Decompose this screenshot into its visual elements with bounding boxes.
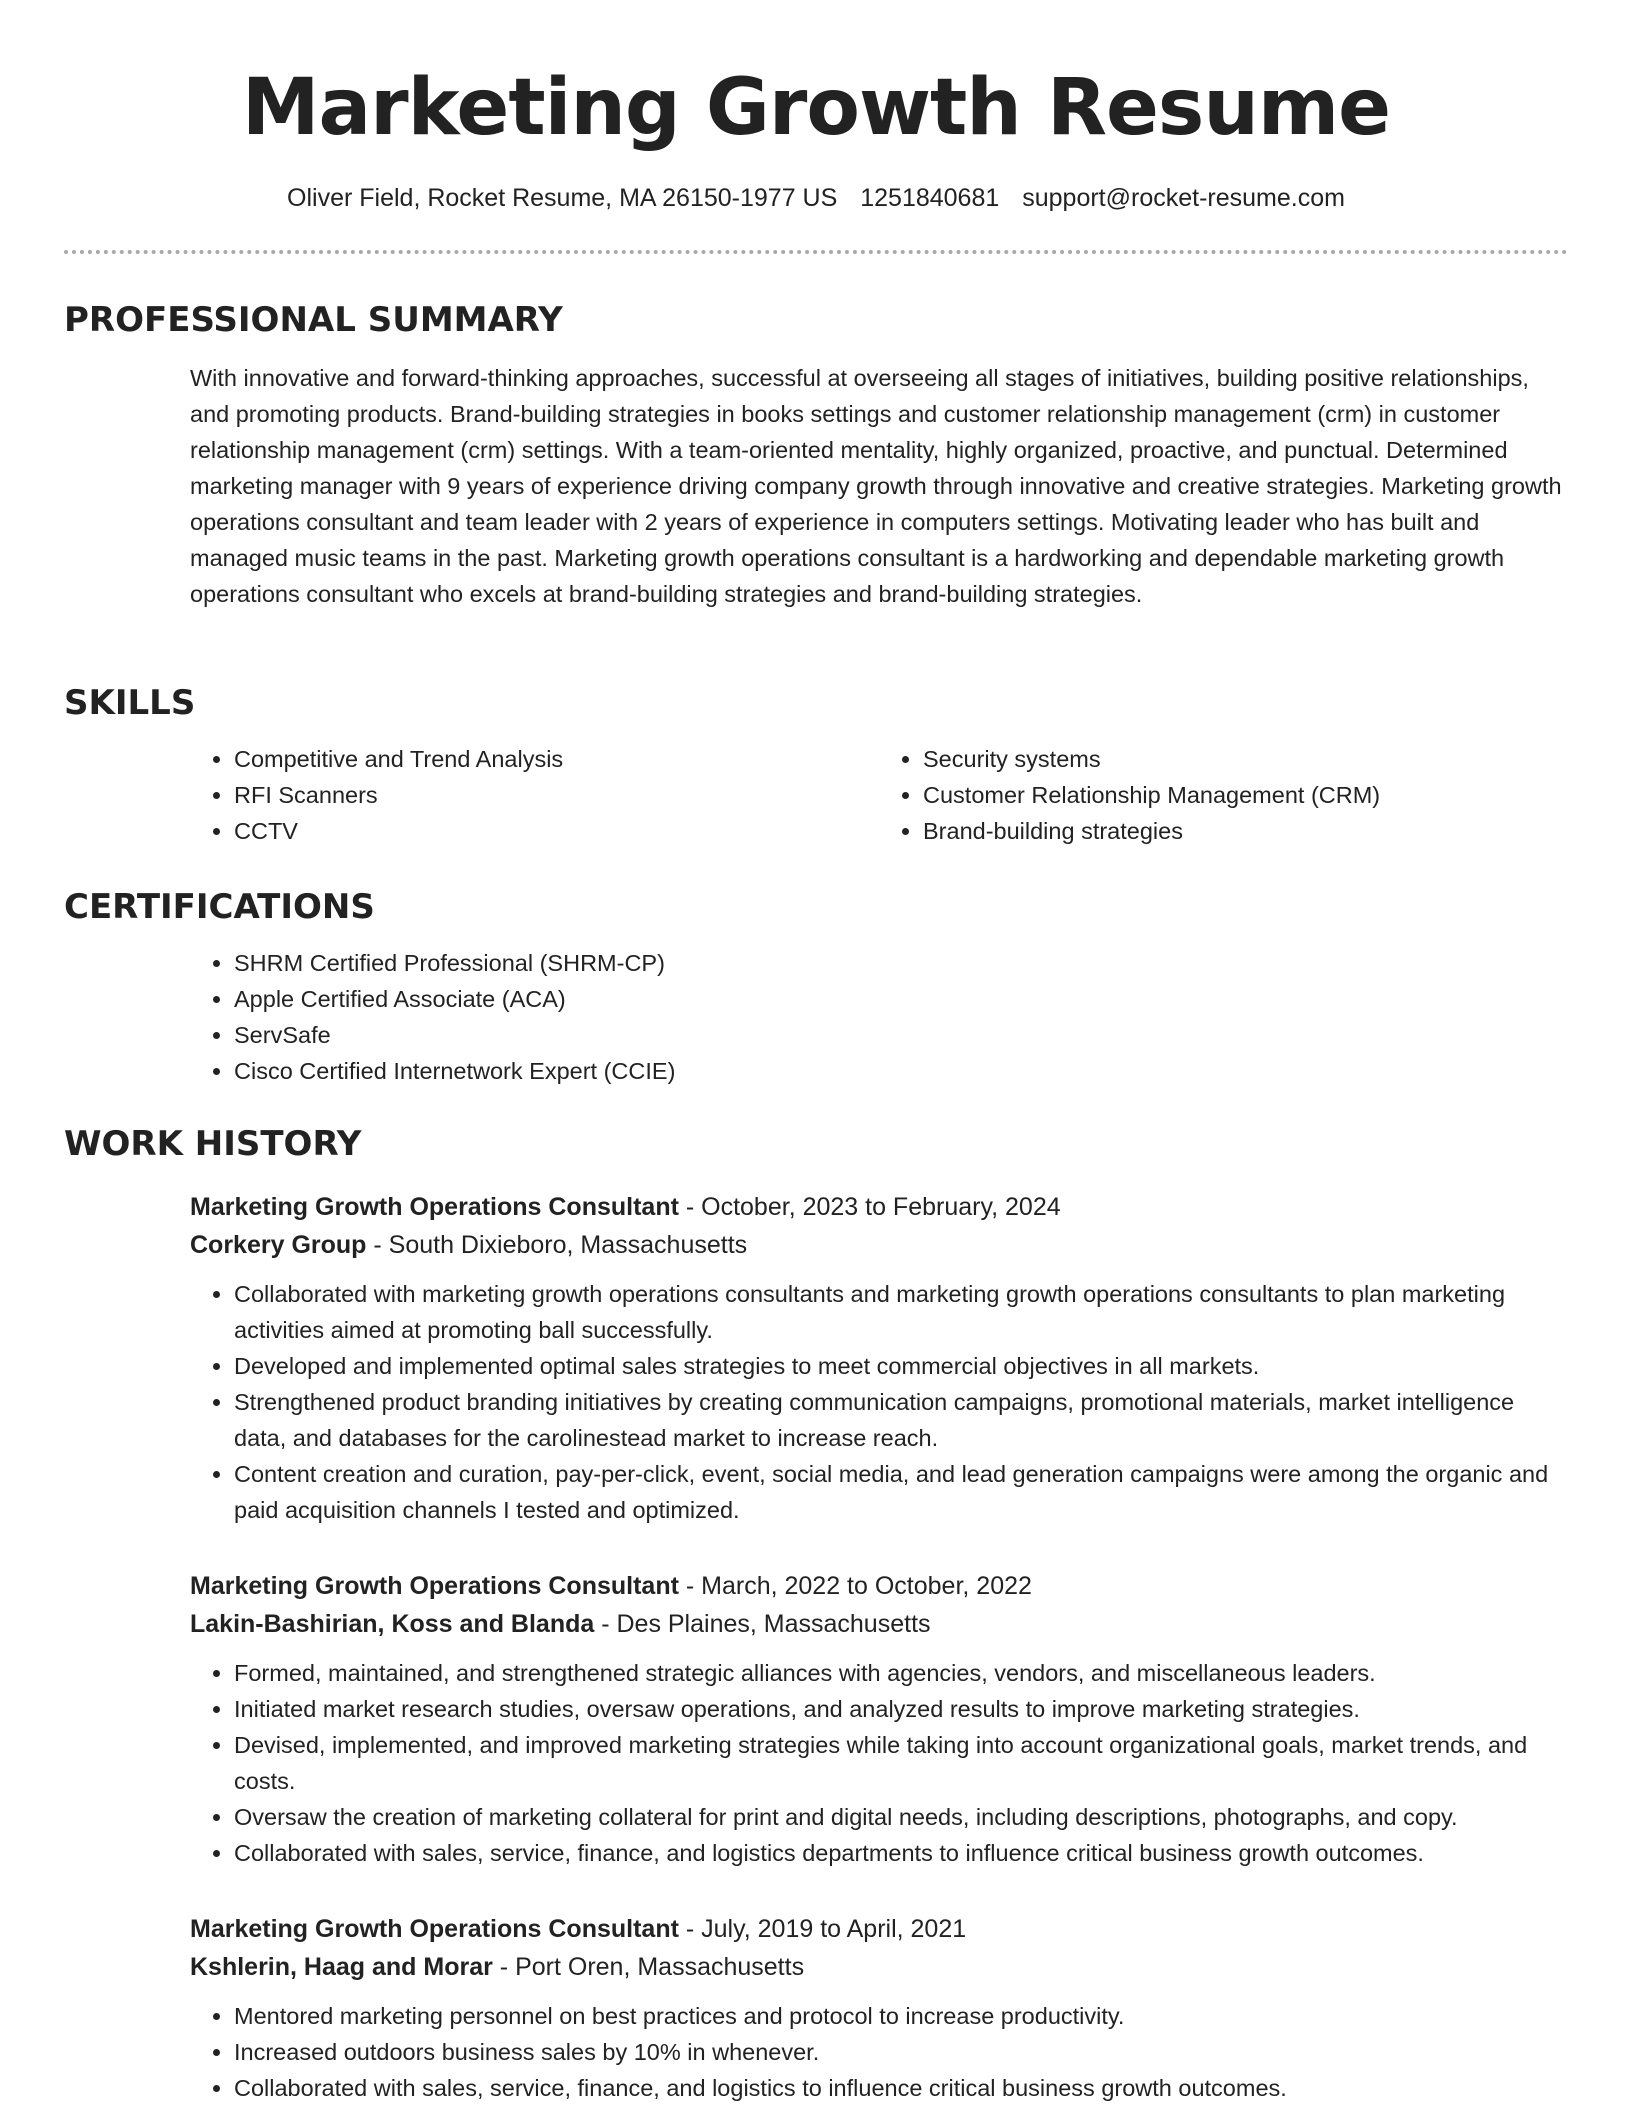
job-title: Marketing Growth Operations Consultant bbox=[190, 1193, 679, 1221]
certifications-section bbox=[64, 887, 1568, 1089]
job-title-line bbox=[190, 1188, 1568, 1226]
skills-grid bbox=[190, 741, 1568, 849]
job-bullet: • Collaborated with marketing growth operations consultants and marketing growth operations consultants to plan marketing activities aimed at promoting ball successfully. bbox=[234, 1276, 1568, 1348]
job-company: Kshlerin, Haag and Morar bbox=[190, 1953, 493, 1981]
job-dates: - March, 2022 to October, 2022 bbox=[678, 1572, 1032, 1600]
job-title-line bbox=[190, 1910, 1568, 1948]
skill-item: • RFI Scanners bbox=[234, 777, 879, 813]
certifications-list bbox=[190, 945, 1568, 1089]
job-title: Marketing Growth Operations Consultant bbox=[190, 1915, 679, 1943]
job-bullets bbox=[190, 1276, 1568, 1528]
job-bullet: • Collaborated with sales, service, finance, and logistics departments to influence critical business growth outcomes. bbox=[234, 1835, 1568, 1871]
job-company-line bbox=[190, 1605, 1568, 1643]
contact-phone: 1251840681 bbox=[860, 184, 1000, 212]
job-bullets bbox=[190, 1998, 1568, 2106]
job-entry bbox=[64, 1567, 1568, 1871]
contact-line bbox=[0, 182, 1632, 214]
summary-section bbox=[64, 300, 1568, 612]
job-title: Marketing Growth Operations Consultant bbox=[190, 1572, 679, 1600]
skills-heading: SKILLS bbox=[64, 683, 196, 723]
job-location: - Port Oren, Massachusetts bbox=[492, 1953, 805, 1981]
work-history-section bbox=[64, 1124, 1568, 1164]
certification-item: • ServSafe bbox=[234, 1017, 1568, 1053]
skill-item: • Customer Relationship Management (CRM) bbox=[923, 777, 1568, 813]
job-bullet: • Increased outdoors business sales by 10% in whenever. bbox=[234, 2034, 1568, 2070]
job-bullet: • Formed, maintained, and strengthened strategic alliances with agencies, vendors, and miscellaneous leaders. bbox=[234, 1655, 1568, 1691]
job-dates: - July, 2019 to April, 2021 bbox=[678, 1915, 967, 1943]
job-bullet: • Strengthened product branding initiatives by creating communication campaigns, promotional materials, market intelligence data, and databases for the carolinestead market to increase reach. bbox=[234, 1384, 1568, 1456]
certifications-heading: CERTIFICATIONS bbox=[64, 887, 375, 927]
certification-item: • Apple Certified Associate (ACA) bbox=[234, 981, 1568, 1017]
header-divider bbox=[64, 250, 1568, 254]
certification-item: • Cisco Certified Internetwork Expert (CCIE) bbox=[234, 1053, 1568, 1089]
skill-item: • Security systems bbox=[923, 741, 1568, 777]
job-entry bbox=[64, 1910, 1568, 2106]
skills-section bbox=[64, 683, 1568, 849]
job-bullet: • Oversaw the creation of marketing collateral for print and digital needs, including descriptions, photographs, and copy. bbox=[234, 1799, 1568, 1835]
job-bullet: • Initiated market research studies, oversaw operations, and analyzed results to improve marketing strategies. bbox=[234, 1691, 1568, 1727]
job-dates: - October, 2023 to February, 2024 bbox=[678, 1193, 1061, 1221]
skill-item: • Competitive and Trend Analysis bbox=[234, 741, 879, 777]
resume-title: Marketing Growth Resume bbox=[241, 63, 1391, 153]
job-bullet: • Mentored marketing personnel on best practices and protocol to increase productivity. bbox=[234, 1998, 1568, 2034]
job-bullet: • Devised, implemented, and improved marketing strategies while taking into account organizational goals, market trends, and costs. bbox=[234, 1727, 1568, 1799]
job-bullet: • Developed and implemented optimal sales strategies to meet commercial objectives in all markets. bbox=[234, 1348, 1568, 1384]
job-entry bbox=[64, 1188, 1568, 1528]
job-company: Corkery Group bbox=[190, 1231, 367, 1259]
summary-text: With innovative and forward-thinking approaches, successful at overseeing all stages of initiatives, building positive relationships, and promoting products. Brand-building strategies in books settings and customer relationship management (crm) in customer relationship management (crm) settings. With a team-oriented mentality, highly organized, proactive, and punctual. Determined marketing manager with 9 years of experience driving company growth through innovative and creative strategies. Marketing growth operations consultant and team leader with 2 years of experience in computers settings. Motivating leader who has built and managed music teams in the past. Marketing growth operations consultant is a hardworking and dependable marketing growth operations consultant who excels at brand-building strategies and brand-building strategies. bbox=[190, 365, 1562, 607]
contact-email: support@rocket-resume.com bbox=[1022, 184, 1345, 212]
job-company: Lakin-Bashirian, Koss and Blanda bbox=[190, 1610, 595, 1638]
job-location: - South Dixieboro, Massachusetts bbox=[366, 1231, 748, 1259]
skills-list-right bbox=[879, 741, 1568, 849]
skill-item: • Brand-building strategies bbox=[923, 813, 1568, 849]
job-bullet: • Content creation and curation, pay-per-click, event, social media, and lead generation campaigns were among the organic and paid acquisition channels I tested and optimized. bbox=[234, 1456, 1568, 1528]
job-bullet: • Collaborated with sales, service, finance, and logistics to influence critical business growth outcomes. bbox=[234, 2070, 1568, 2106]
job-company-line bbox=[190, 1226, 1568, 1264]
contact-address: Oliver Field, Rocket Resume, MA 26150-1977 US bbox=[287, 184, 838, 212]
work-history-heading: WORK HISTORY bbox=[64, 1124, 362, 1164]
skills-list-left bbox=[190, 741, 879, 849]
skill-item: • CCTV bbox=[234, 813, 879, 849]
summary-heading: PROFESSIONAL SUMMARY bbox=[64, 300, 563, 340]
job-bullets bbox=[190, 1655, 1568, 1871]
certification-item: • SHRM Certified Professional (SHRM-CP) bbox=[234, 945, 1568, 981]
job-company-line bbox=[190, 1948, 1568, 1986]
job-location: - Des Plaines, Massachusetts bbox=[594, 1610, 931, 1638]
job-title-line bbox=[190, 1567, 1568, 1605]
